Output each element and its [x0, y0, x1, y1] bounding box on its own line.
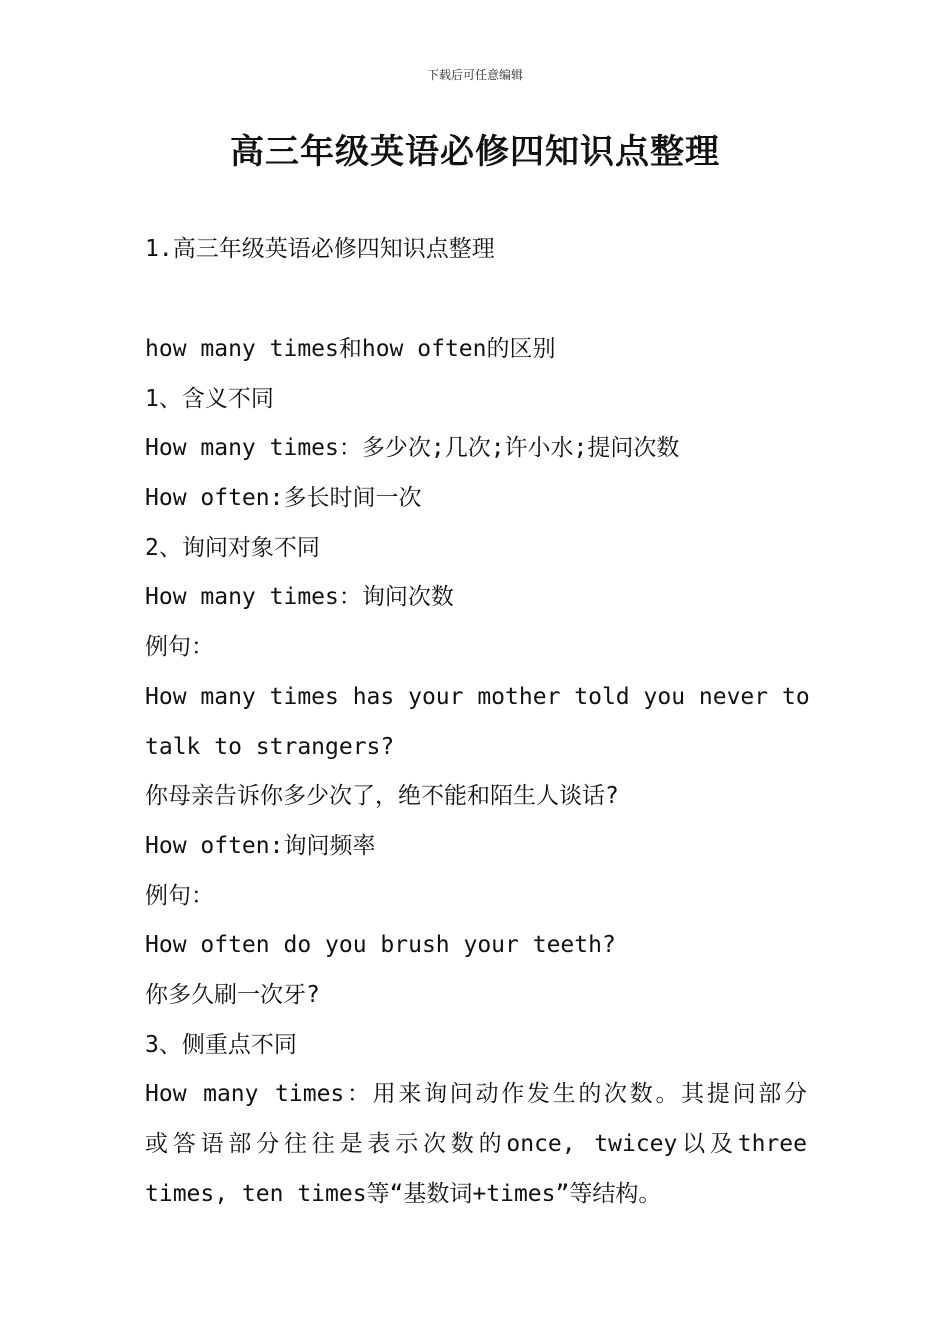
paragraph-line: talk to strangers? — [145, 733, 395, 760]
paragraph-line: 例句： — [145, 634, 214, 661]
paragraph-line: How often do you brush your teeth? — [145, 932, 616, 959]
paragraph-line: 或答语部分往往是表示次数的once, twicey以及three — [145, 1131, 807, 1157]
paragraph-line: times, ten times等“基数词+times”等结构。 — [145, 1180, 662, 1207]
paragraph-line: how many times和how often的区别 — [145, 336, 556, 362]
paragraph-line: 你母亲告诉你多少次了，绝不能和陌生人谈话? — [145, 783, 619, 810]
paragraph-line: How many times：用来询问动作发生的次数。其提问部分 — [145, 1081, 807, 1108]
paragraph-line: How often:询问频率 — [145, 832, 376, 859]
paragraph-line: How many times has your mother told you never to — [145, 683, 810, 710]
paragraph-line: How many times：多少次;几次;许小水;提问次数 — [145, 435, 680, 462]
paragraph-line: 你多久刷一次牙? — [145, 981, 320, 1008]
document-body — [145, 332, 810, 1226]
document-title: 高三年级英语必修四知识点整理 — [230, 132, 720, 172]
section-heading — [145, 232, 807, 282]
paragraph-line: 例句： — [145, 882, 214, 909]
paragraph-line: 3、侧重点不同 — [145, 1031, 297, 1058]
section-heading-text: 1.高三年级英语必修四知识点整理 — [145, 236, 495, 262]
paragraph-line: How many times：询问次数 — [145, 584, 454, 611]
paragraph-line: 2、询问对象不同 — [145, 534, 320, 561]
paragraph-line: 1、含义不同 — [145, 385, 274, 412]
header-note: 下载后可任意编辑 — [426, 68, 523, 82]
paragraph-line: How often:多长时间一次 — [145, 485, 422, 512]
